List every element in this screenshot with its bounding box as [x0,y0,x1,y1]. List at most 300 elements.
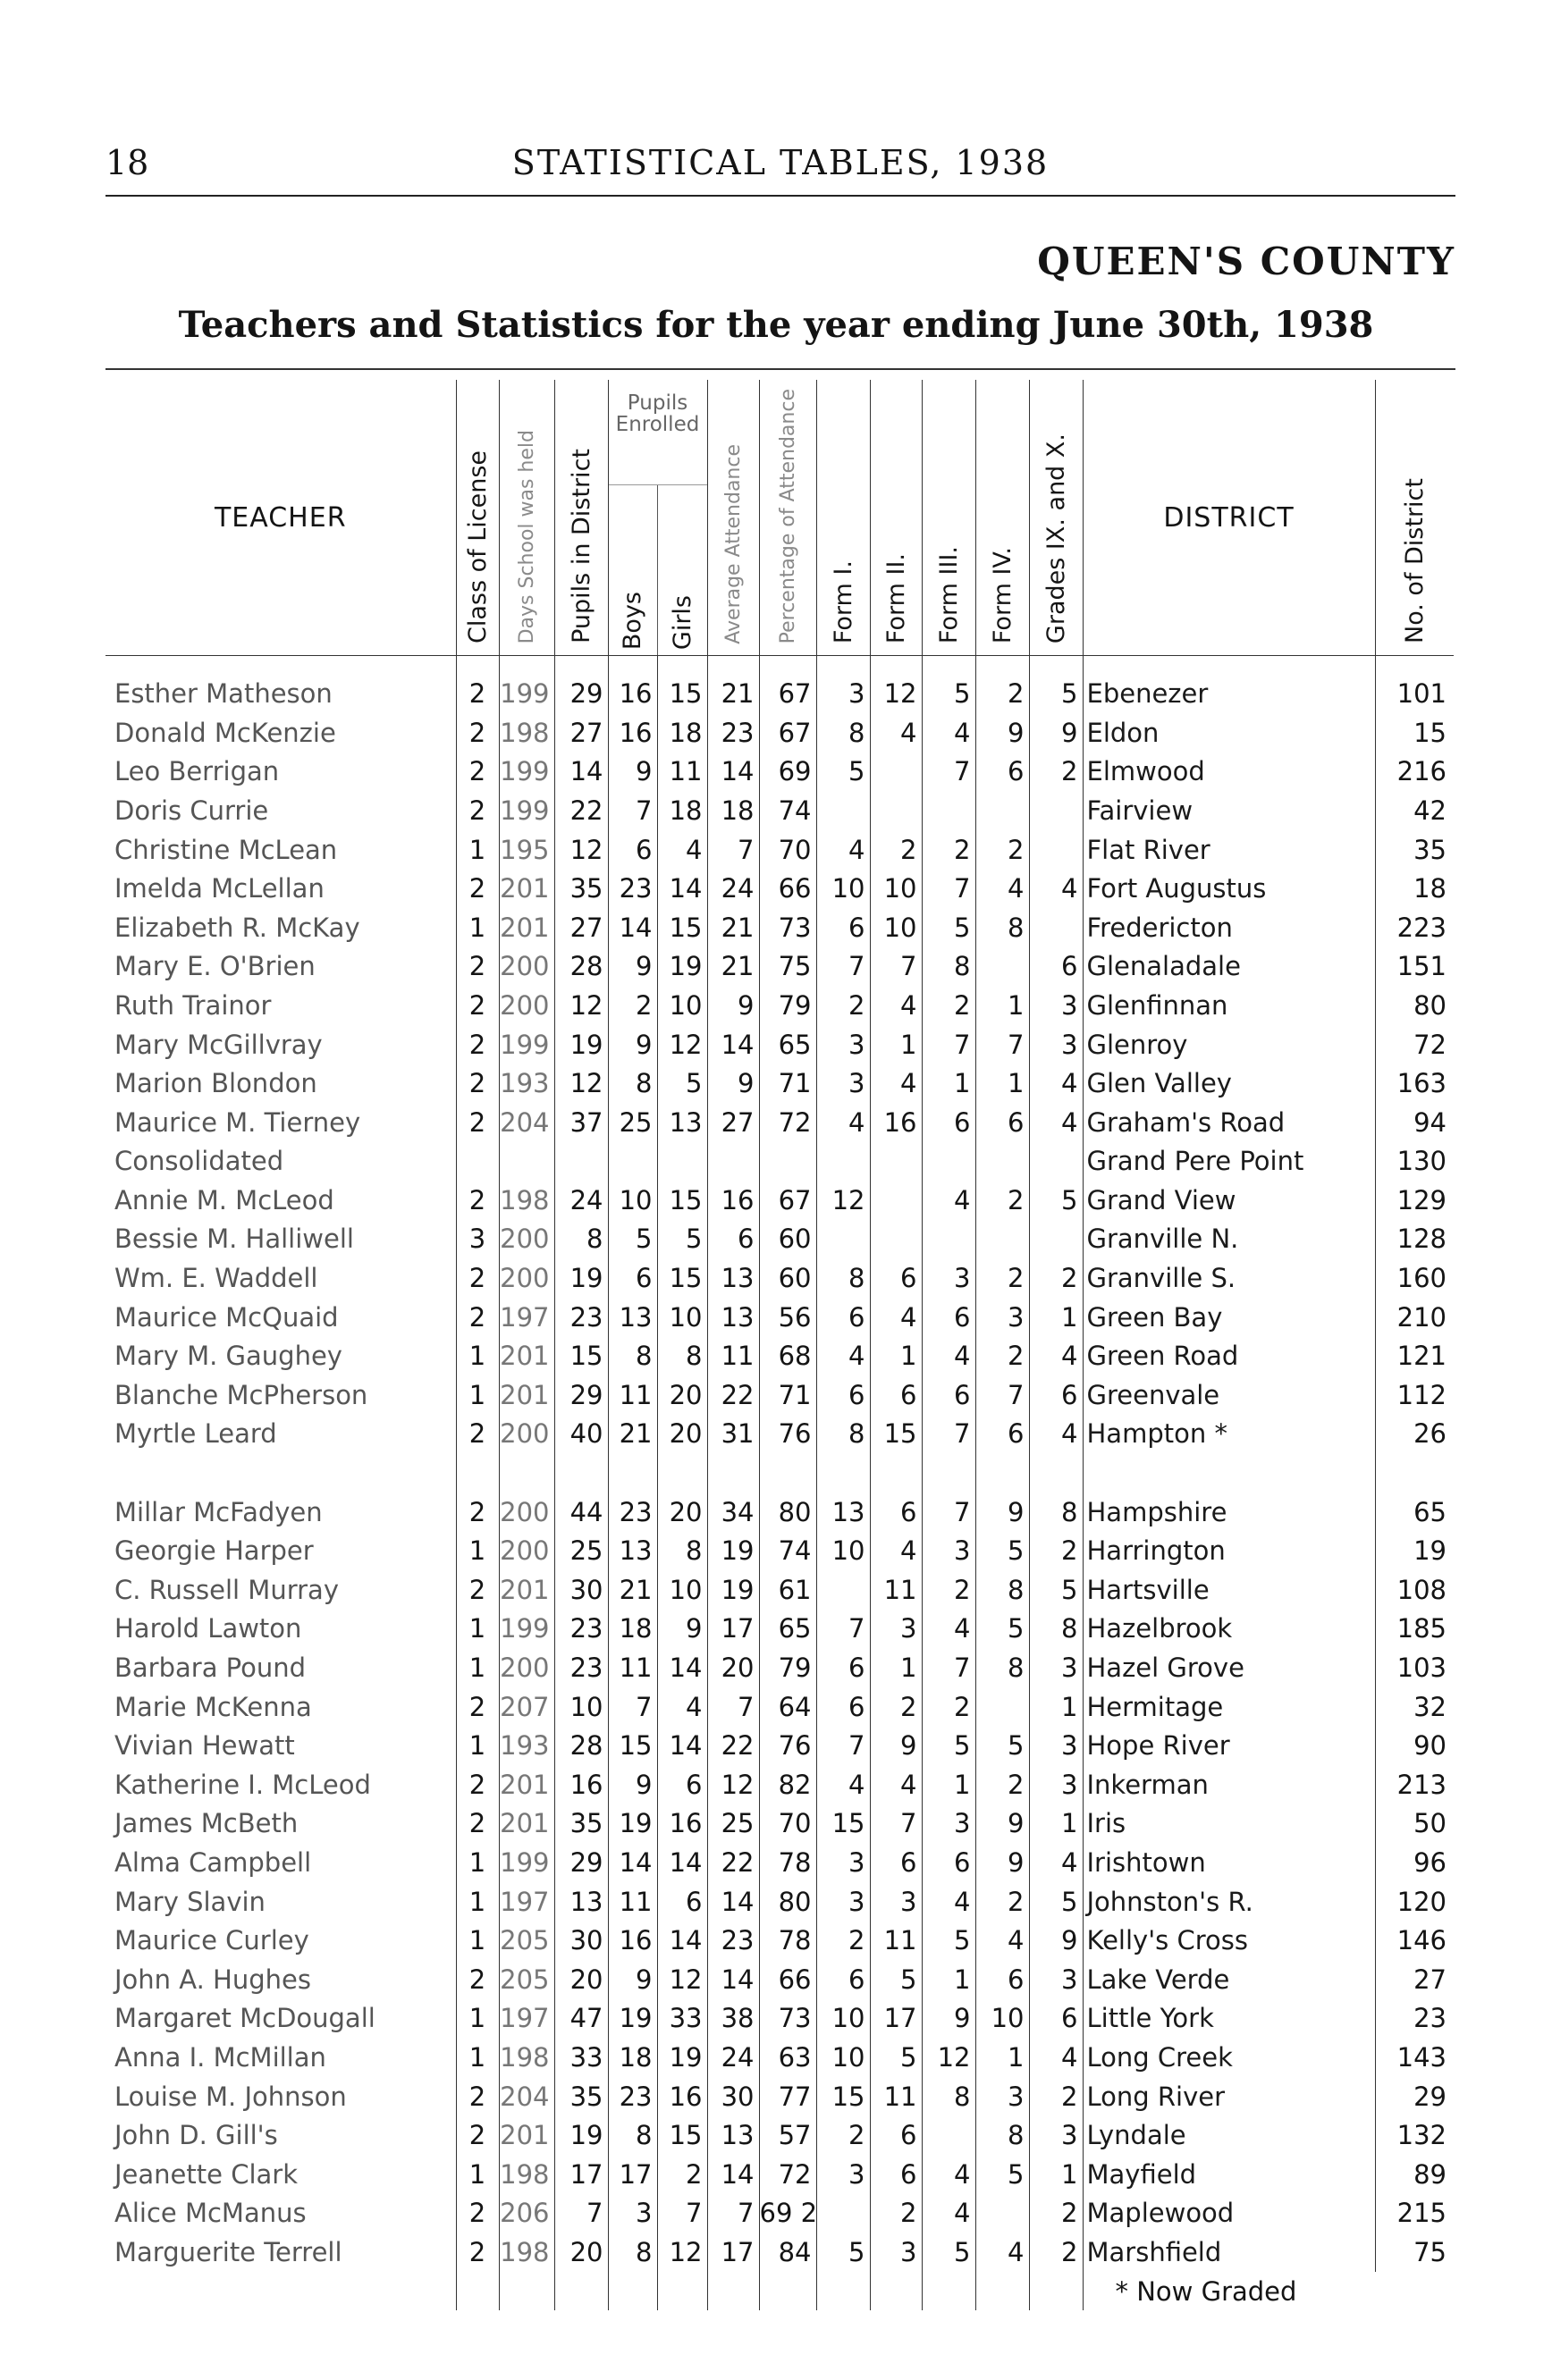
boys-enrolled: 15 [608,1726,657,1765]
pupils-in-district: 33 [554,2038,608,2077]
district-no-column-header [1375,380,1454,656]
boys-enrolled [608,1142,657,1182]
attendance-percentage: 74 [759,791,816,830]
form3-count: 4 [922,2194,975,2233]
teacher-name: Jeanette Clark [114,2158,298,2190]
table-row [105,1142,1454,1182]
form1-count: 7 [816,1610,870,1649]
teacher-name: Marie McKenna [114,1691,312,1722]
boys-enrolled: 16 [608,1921,657,1960]
average-attendance: 17 [707,2233,759,2272]
form1-count: 5 [816,753,870,792]
district-number: 18 [1375,869,1454,908]
days-held: 200 [499,986,554,1025]
enrolled-header-label: Pupils Enrolled [615,391,700,436]
grades-9-10-count: 5 [1029,1570,1083,1610]
attendance-percentage: 79 [759,1648,816,1687]
form3-count: 3 [922,1258,975,1298]
license-class: 2 [456,1765,499,1804]
form3-count: 5 [922,908,975,947]
table-row [105,1103,1454,1142]
table-row [105,1336,1454,1375]
district-number: 15 [1375,713,1454,753]
girls-enrolled: 2 [657,2155,707,2194]
empty-cell [759,2272,816,2311]
average-attendance: 11 [707,1336,759,1375]
license-class: 1 [456,1843,499,1882]
district-number: 215 [1375,2194,1454,2233]
attendance-percentage: 67 [759,656,816,713]
table-row [105,908,1454,947]
district-number: 130 [1375,1142,1454,1182]
form4-count [975,2194,1029,2233]
license-class: 2 [456,1103,499,1142]
attendance-percentage: 73 [759,1999,816,2039]
district-name: Granville N. [1083,1220,1375,1259]
form2-count [870,1181,922,1220]
days-held: 197 [499,1882,554,1922]
pupils-in-district: 19 [554,1258,608,1298]
form4-count: 1 [975,1064,1029,1103]
boys-enrolled: 8 [608,1336,657,1375]
table-row [105,1415,1454,1454]
average-attendance [707,1142,759,1182]
district-number: 32 [1375,1687,1454,1727]
table-row [105,1298,1454,1337]
days-held: 200 [499,947,554,987]
days-held: 195 [499,830,554,870]
form3-count: 12 [922,2038,975,2077]
pupils-in-district: 17 [554,2155,608,2194]
avg-column-header [707,380,759,656]
grades-9-10-count: 1 [1029,1687,1083,1727]
attendance-percentage: 69 2 [759,2194,816,2233]
form1-count: 15 [816,1804,870,1844]
girls-enrolled: 10 [657,986,707,1025]
page-header [105,143,1455,188]
district-number: 151 [1375,947,1454,987]
form1-count: 10 [816,869,870,908]
attendance-percentage: 74 [759,1531,816,1570]
district-number: 96 [1375,1843,1454,1882]
days-held: 204 [499,1103,554,1142]
form2-count: 7 [870,1804,922,1844]
form4-count: 5 [975,1610,1029,1649]
form3-count: 9 [922,1999,975,2039]
table-body [105,656,1454,2310]
attendance-percentage: 80 [759,1882,816,1922]
spacer-cell [707,1453,759,1493]
girls-enrolled: 12 [657,1960,707,1999]
form1-count: 10 [816,1531,870,1570]
attendance-percentage: 78 [759,1843,816,1882]
form3-count: 4 [922,1610,975,1649]
teacher-name: Wm. E. Waddell [114,1263,318,1294]
form2-count [870,1220,922,1259]
attendance-percentage: 70 [759,830,816,870]
table-row [105,869,1454,908]
header-rule [105,195,1455,197]
form4-count: 4 [975,2233,1029,2272]
attendance-percentage: 76 [759,1726,816,1765]
pupils-in-district: 35 [554,2077,608,2116]
district-name: Long River [1083,2077,1375,2116]
form3-count [922,791,975,830]
form3-count: 7 [922,1025,975,1064]
district-number: 80 [1375,986,1454,1025]
form3-count: 4 [922,1181,975,1220]
days-held: 201 [499,2115,554,2155]
table-row [105,2155,1454,2194]
form4-count: 9 [975,1804,1029,1844]
form3-count: 7 [922,1415,975,1454]
form4-count: 6 [975,753,1029,792]
district-name: Glenroy [1083,1025,1375,1064]
attendance-percentage: 69 [759,753,816,792]
form1-count [816,1142,870,1182]
form2-count: 9 [870,1726,922,1765]
license-column-header [456,380,499,656]
girls-enrolled: 18 [657,791,707,830]
form2-count: 7 [870,947,922,987]
license-class: 2 [456,2233,499,2272]
form3-count: 4 [922,1336,975,1375]
boys-enrolled: 14 [608,908,657,947]
average-attendance: 7 [707,2194,759,2233]
attendance-percentage: 63 [759,2038,816,2077]
grades-9-10-count: 5 [1029,656,1083,713]
form4-count: 9 [975,1493,1029,1532]
teacher-name: Marguerite Terrell [114,2236,342,2267]
grades-9-10-count: 2 [1029,2194,1083,2233]
form3-count: 7 [922,1493,975,1532]
form4-count [975,1687,1029,1727]
pupils-in-district: 28 [554,1726,608,1765]
form3-count [922,1220,975,1259]
days-held: 206 [499,2194,554,2233]
form1-count: 6 [816,1298,870,1337]
form2-count: 10 [870,908,922,947]
grades-9-10-count: 3 [1029,1648,1083,1687]
grades-9-10-count: 2 [1029,2233,1083,2272]
girls-enrolled: 14 [657,1843,707,1882]
spacer-cell [1029,1453,1083,1493]
row-spacer [105,1453,1454,1493]
district-no-header-label: No. of District [1400,478,1429,644]
spacer-cell [975,1453,1029,1493]
teacher-name: Katherine I. McLeod [114,1769,371,1800]
average-attendance: 7 [707,830,759,870]
form3-header-label: Form III. [934,546,963,644]
table-row [105,1804,1454,1844]
table-row [105,1648,1454,1687]
pupils-in-district: 12 [554,986,608,1025]
boys-enrolled: 14 [608,1843,657,1882]
average-attendance: 38 [707,1999,759,2039]
pupils-in-district: 19 [554,1025,608,1064]
district-name: Eldon [1083,713,1375,753]
pupils-in-district: 27 [554,908,608,947]
average-attendance: 25 [707,1804,759,1844]
table-row [105,2115,1454,2155]
days-held: 199 [499,1025,554,1064]
form2-count: 11 [870,1570,922,1610]
license-class: 1 [456,1531,499,1570]
form2-count [870,753,922,792]
boys-enrolled: 2 [608,986,657,1025]
license-class: 2 [456,753,499,792]
grades-9-10-count: 4 [1029,1064,1083,1103]
attendance-percentage: 65 [759,1610,816,1649]
pupils-in-district: 20 [554,2233,608,2272]
teacher-name: Millar McFadyen [114,1496,323,1527]
enrolled-column-header [608,380,707,656]
grades-9-10-count: 4 [1029,1103,1083,1142]
girls-enrolled: 33 [657,1999,707,2039]
spacer-cell [657,1453,707,1493]
form1-count: 3 [816,1843,870,1882]
form3-count: 4 [922,1882,975,1922]
attendance-percentage: 82 [759,1765,816,1804]
days-held: 201 [499,1336,554,1375]
form1-count: 7 [816,947,870,987]
days-held: 204 [499,2077,554,2116]
table-row [105,986,1454,1025]
attendance-percentage: 73 [759,908,816,947]
attendance-percentage: 84 [759,2233,816,2272]
spacer-cell [456,1453,499,1493]
form2-count: 15 [870,1415,922,1454]
grades-9-10-count: 3 [1029,986,1083,1025]
average-attendance: 14 [707,753,759,792]
pupils-in-district: 23 [554,1648,608,1687]
form4-count: 2 [975,1336,1029,1375]
girls-enrolled: 10 [657,1570,707,1610]
pupils-in-district: 8 [554,1220,608,1259]
form2-count: 6 [870,2155,922,2194]
average-attendance: 14 [707,1960,759,1999]
form2-count: 4 [870,1765,922,1804]
pupils-in-district: 47 [554,1999,608,2039]
district-number: 108 [1375,1570,1454,1610]
grades-column-header [1029,380,1083,656]
form3-count: 7 [922,1648,975,1687]
page-number: 18 [105,143,149,182]
days-held: 198 [499,2038,554,2077]
girls-enrolled: 6 [657,1882,707,1922]
grades-9-10-count: 3 [1029,1025,1083,1064]
pupils-in-district: 24 [554,1181,608,1220]
form1-count: 4 [816,830,870,870]
attendance-percentage: 78 [759,1921,816,1960]
form4-count: 8 [975,1570,1029,1610]
district-number: 75 [1375,2233,1454,2272]
boys-enrolled: 18 [608,1610,657,1649]
teacher-name: Barbara Pound [114,1653,307,1684]
form3-count: 6 [922,1375,975,1415]
average-attendance: 19 [707,1531,759,1570]
attendance-percentage: 80 [759,1493,816,1532]
average-attendance: 24 [707,2038,759,2077]
form4-count: 3 [975,1298,1029,1337]
form1-count: 8 [816,1415,870,1454]
days-held: 207 [499,1687,554,1727]
pupils-in-district: 16 [554,1765,608,1804]
district-name: Hope River [1083,1726,1375,1765]
girls-enrolled: 11 [657,753,707,792]
days-held: 201 [499,908,554,947]
district-number: 42 [1375,791,1454,830]
pupils-in-district: 12 [554,830,608,870]
form3-count: 4 [922,713,975,753]
form1-column-header [816,380,870,656]
boys-enrolled: 13 [608,1298,657,1337]
average-attendance: 9 [707,986,759,1025]
district-number: 185 [1375,1610,1454,1649]
district-number: 19 [1375,1531,1454,1570]
district-number: 50 [1375,1804,1454,1844]
girls-enrolled: 4 [657,1687,707,1727]
girls-enrolled: 18 [657,713,707,753]
teacher-name: Maurice McQuaid [114,1301,339,1333]
pupils-in-district [554,1142,608,1182]
girls-enrolled: 15 [657,908,707,947]
teacher-name: John A. Hughes [114,1964,311,1995]
grades-9-10-count: 3 [1029,1726,1083,1765]
days-held: 193 [499,1064,554,1103]
district-name: Flat River [1083,830,1375,870]
empty-cell [922,2272,975,2311]
license-header-label: Class of License [463,450,492,644]
table-row [105,1258,1454,1298]
form4-count: 9 [975,713,1029,753]
form4-count: 5 [975,1531,1029,1570]
days-held: 201 [499,1570,554,1610]
attendance-percentage: 71 [759,1064,816,1103]
pupils-in-district: 14 [554,753,608,792]
teacher-name: James McBeth [114,1808,299,1839]
average-attendance: 13 [707,2115,759,2155]
form2-count: 2 [870,1687,922,1727]
district-number: 35 [1375,830,1454,870]
form3-count: 7 [922,869,975,908]
boys-enrolled: 13 [608,1531,657,1570]
boys-enrolled: 3 [608,2194,657,2233]
table-top-rule [105,368,1455,370]
district-name: Greenvale [1083,1375,1375,1415]
pupils-header-label: Pupils in District [567,449,595,644]
attendance-percentage: 79 [759,986,816,1025]
grades-9-10-count [1029,908,1083,947]
grades-9-10-count: 6 [1029,947,1083,987]
district-name: Grand Pere Point [1083,1142,1375,1182]
days-held: 198 [499,2233,554,2272]
table-row [105,1570,1454,1610]
county-title: QUEEN'S COUNTY [1037,240,1455,283]
teacher-column-header: TEACHER [105,380,456,656]
grades-9-10-count: 4 [1029,2038,1083,2077]
form3-count: 3 [922,1531,975,1570]
form1-count: 7 [816,1726,870,1765]
table-row [105,791,1454,830]
pupils-in-district: 10 [554,1687,608,1727]
form4-count: 8 [975,2115,1029,2155]
teacher-name: Ruth Trainor [114,989,272,1021]
form1-count: 3 [816,1025,870,1064]
average-attendance: 19 [707,1570,759,1610]
average-attendance: 9 [707,1064,759,1103]
days-held: 197 [499,1298,554,1337]
days-held: 197 [499,1999,554,2039]
empty-cell [870,2272,922,2311]
pupils-in-district: 29 [554,1375,608,1415]
table-row [105,1726,1454,1765]
attendance-percentage: 68 [759,1336,816,1375]
form4-count: 6 [975,1103,1029,1142]
girls-enrolled: 7 [657,2194,707,2233]
form4-count: 5 [975,2155,1029,2194]
form2-count: 4 [870,986,922,1025]
district-name: Little York [1083,1999,1375,2039]
days-held: 200 [499,1258,554,1298]
form2-count: 6 [870,1258,922,1298]
days-header-label: Days School was held [515,429,538,644]
attendance-percentage: 64 [759,1687,816,1727]
form3-count: 4 [922,2155,975,2194]
spacer-cell [816,1453,870,1493]
form3-count: 7 [922,753,975,792]
form4-count [975,1220,1029,1259]
pct-header-label: Percentage of Attendance [776,389,799,644]
pupils-in-district: 29 [554,656,608,713]
pupils-in-district: 40 [554,1415,608,1454]
grades-9-10-count [1029,830,1083,870]
boys-enrolled: 18 [608,2038,657,2077]
form1-header-label: Form I. [829,560,857,644]
pupils-in-district: 23 [554,1610,608,1649]
pct-column-header [759,380,816,656]
district-name: Hampshire [1083,1493,1375,1532]
form4-count: 4 [975,869,1029,908]
girls-enrolled [657,1142,707,1182]
teacher-name: Christine McLean [114,834,338,865]
grades-9-10-count: 2 [1029,1258,1083,1298]
form1-count: 6 [816,908,870,947]
form4-count: 2 [975,656,1029,713]
form1-count: 6 [816,1375,870,1415]
average-attendance: 23 [707,1921,759,1960]
form3-count [922,1142,975,1182]
license-class: 2 [456,869,499,908]
boys-enrolled: 23 [608,2077,657,2116]
license-class: 2 [456,791,499,830]
form2-count: 1 [870,1648,922,1687]
average-attendance: 16 [707,1181,759,1220]
pupils-in-district: 22 [554,791,608,830]
form2-count: 1 [870,1336,922,1375]
girls-header-label: Girls [668,595,696,651]
license-class: 2 [456,1064,499,1103]
form3-count: 2 [922,1687,975,1727]
district-name: Fairview [1083,791,1375,830]
statistics-table [105,380,1454,2310]
form4-count: 8 [975,1648,1029,1687]
district-name: Hampton * [1083,1415,1375,1454]
girls-enrolled: 6 [657,1765,707,1804]
attendance-percentage: 61 [759,1570,816,1610]
district-number: 90 [1375,1726,1454,1765]
license-class: 2 [456,2077,499,2116]
